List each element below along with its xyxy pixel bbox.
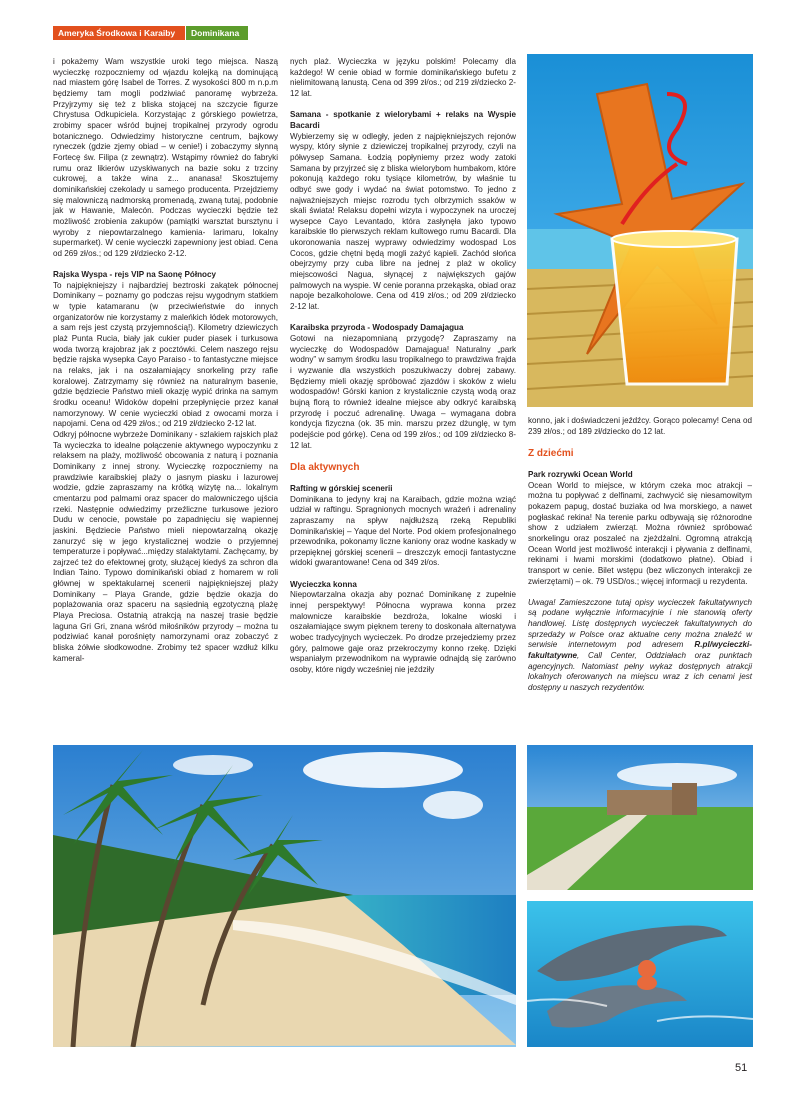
paragraph: konno, jak i doświadczeni jeźdźcy. Gorąco polecamy! Cena od 239 zł/os.; od 189 zł/dziecko do 12 lat. [528,416,752,436]
section-heading: Dla aktywnych [290,461,360,473]
page-number: 51 [735,1062,748,1074]
paragraph: Gotowi na niezapomnianą przygodę? Zapraszamy na wycieczkę do Wodospadów Damajagua! Naturalny „park wodny” w samym środku lasu tropikalnego to prawdziwa frajda i wyzwanie dla wszystkich poszukiwaczy dobrej zabawy. Będziemy mieli okazję spróbować zjazdów i skoków z wielu wodospadów! Górski kanion z krystalicznie czystą wodą oraz bujną florą to również idealne miejsce aby odkryć karaibską przyrodę i poczuć adrenalinę. Uwaga – wymagana dobra kondycja fizyczna (ok. 35 min. marszu przez dżunglę, w tym podejście pod górkę). Cena od 199 zł/os.; od 109 zł/dziecko 8-12 lat. [290,334,516,450]
excursion-heading: Park rozrywki Ocean World [528,469,633,479]
dolphins-photo [527,901,753,1047]
paragraph: nych plaż. Wycieczka w języku polskim! Polecamy dla każdego! W cenie obiad w formie dominikańskiego bufetu z nielimitowaną lanustą. Cena od 399 zł/os.; od 219 zł/dziecko 2-12 lat. [290,57,516,98]
paragraph: Wybierzemy się w odległy, jeden z najpiękniejszych rejonów wyspy, który słynie z dziewiczej tropikalnej przyrody, czyli na półwysep Samana. Łodzią popłyniemy przez wody zatoki Samana by przyjrzeć się z bliska wielorybom humbakom, które pokonują każdego roku tysiące kilometrów, by właśnie tu odbyć swe gody i wydać na świat potomstwo. To jedno z najważniejszych miejsc rozrodu tych olbrzymich ssaków w skali świata! Relaksu dopełni wizyta i wypoczynek na uroczej wysepce Cayo Levantado, która zasłynęła jako typowo karaibskie tło pierwszych reklam kultowego rumu Bacardi. Dla ukoronowania naszej wyprawy odwiedzimy wodospad Los Cocos, gdzie chętni będą mogli zażyć kąpieli. Zachód słońca obejrzymy przy cuba libre na jednej z plaż w okolicy miejscowości Nagua, słynącej z największych gajów palmowych na wyspie. W cenie poranna przekąska, obiad oraz napoje bezalkoholowe. Cena od 419 zł/os.; od 209 zł/dziecko 2-12 lat. [290,131,516,312]
starfish-cocktail-photo [527,54,753,407]
paragraph: Dominikana to jedyny kraj na Karaibach, gdzie można wziąć udział w raftingu. Spragnionych mocnych wrażeń i adrenaliny zapraszamy na spływ najdłuższą rzeką Republiki Dominikańskiej – Yaque del Norte. Pod okiem profesjonalnego przewodnika, pokonamy liczne kaniony oraz wodne kaskady w przepięknej górskiej scenerii – dreszczyk emocji fantastyczne widoki gwarantowane! Cena od 349 zł/os. [290,494,516,568]
country-tag: Dominikana [186,26,248,40]
paragraph: Niepowtarzalna okazja aby poznać Dominikanę z zupełnie innej perspektywy! Północna wyprawa konna przez malownicze karaibskie bezdroża, lokalne wioski i oszałamiające swym pięknem tereny to doskonała alternatywa wobec tradycyjnych wycieczek. Po drodze przejedziemy przez góry, palmowe gaje oraz przekroczymy konno rzekę. Dzięki wspaniałym przewodnikom na wyprawie odnajdą się zarówno osoby, które nigdy wcześniej nie jeździły [290,590,516,675]
excursion-heading: Samana - spotkanie z wielorybami + relaks na Wyspie Bacardi [290,110,516,130]
excursion-heading: Rajska Wyspa - rejs VIP na Saonę Północy [53,270,216,280]
region-tag: Ameryka Środkowa i Karaiby [53,26,185,40]
paragraph: Ocean World to miejsce, w którym czeka moc atrakcji – można tu popływać z delfinami, zachwycić się niesamowitym pokazem papug, dostać buziaka od lwa morskiego, a nawet pogłaskać rekina! Na terenie parku odbywają się różnorodne show z udziałem zwierząt. Można również spróbować snorkelingu oraz poszaleć na zjeżdżalni. Ogromną atrakcją Ocean World jest możliwość interakcji i pływania z delfinami, rekinami i lwami morskimi (dodatkowo płatne). Obiad i transport w cenie. Bilet wstępu (bez wliczonych interakcji ze zwierzętami) – ok. 79 USD/os.; więcej informacji u rezydenta. [528,480,752,586]
section-heading: Z dziećmi [528,447,574,459]
paragraph: Odkryj północne wybrzeże Dominikany - szlakiem rajskich plaż Ta wycieczka to idealne połączenie aktywnego wypoczynku z relaksem na plaży, możliwość obcowania z naturą i poznania Dominikany z innej strony. Wycieczkę rozpoczniemy na prawdziwie karaibskiej plaży o jasnym piasku i lazurowej wodzie, gdzie zapraszamy na krótką wizytę na... lokalnym cmentarzu pod palmami oraz spacer do malowniczego ujścia rzeki. Następnie odwiedzimy przeźliczne turkusowe jezioro Dudu w cenocie, powstałe po zapadnięciu się wapiennej jaskini. Będziecie Państwo mieli niepowtarzalną okazję zanurzyć się w jego krystalicznej wodzie o przyjemnej temperaturze i popływać...między stalaktytami. Zachęcamy, by zajrzeć też do efektownej groty, służącej kiedyś za schron dla Indian Taino. Typowo dominikański obiad z homarem w roli głównej w spektakularnej scenerii najpiękniejszej plaży Dominikany – Playa Grande, gdzie będzie okazja do poplażowania oraz spaceru na sąsiednią egzotyczną plażę Playa Preciosa. Ostatnią atrakcją na naszej trasie będzie laguna Gri Gri, znana wśród miłośników przyrody – można tu podziwiać kanał porośnięty namorzynami oraz zobaczyć z bliska żółwie słodkowodne. Zrobimy też spacer wzdłuż kilku kameral- [53,429,278,663]
excursion-heading: Wycieczka konna [290,579,357,589]
excursion-heading: Karaibska przyroda - Wodospady Damajagua [290,323,464,333]
paragraph: To najpiękniejszy i najbardziej beztroski zakątek północnej Dominikany – poznamy go podczas rejsu wygodnym statkiem w typie katamaranu (w przeciwieństwie do innych organizatorów nie korzystamy z maleńkich łódek motorowych, a sam rejs jest czystą przyjemnością!). Kilometry dziewiczych plaż Punta Rucia, biały jak cukier puder piasek i turkusowa woda tworzą krajobraz jak z pocztówki. Celem naszego rejsu będzie rajska wysepka Cayo Paraiso - to fantastyczne miejsce na relaks, jak i na oszałamiający snorkeling przy rafie koralowej. Zatrzymamy się również na naturalnym basenie, gdzie będziecie Państwo mieli okazję wypić drinka na samym środku oceanu! Widoków dopełni przepłynięcie przez kanał namorzynowy. W cenie wycieczki obiad z owocami morza i napojami. Cena od 429 zł/os.; od 219 zł/dziecko 2-12 lat. [53,280,278,429]
palm-beach-photo [53,745,516,1047]
column-2 [290,57,516,686]
column-1 [53,57,278,675]
paragraph: i pokażemy Wam wszystkie uroki tego miejsca. Naszą wycieczkę rozpoczniemy od wjazdu kolejką na dominującą nad miastem górę Isabel de Torres. Z wysokości 800 m n.p.m będziemy tam mogli podziwiać panoramę wybrzeża. Przyjrzymy się też z bliska stojącej na szczycie figurze Chrystusa Odkupiciela. Korzystając z górskiego powietrza, zrobimy spacer wśród bujnej tropikalnej przyrody ogrodu botanicznego. Odwiedzimy historyczne centrum, bajkowy ryneczek (gdzie zjemy obiad – w cenie!) i zobaczymy słynną Fortecę św. Filipa (z zewnątrz). Wstąpimy również do fabryki rumu oraz likierów uzyskiwanych na bazie soku z trzciny cukrowej, a także wina z... ananasa! Skosztujemy dominikańskiej czekolady u samego producenta. Przejdziemy się malowniczą nadmorską promenadą, zwaną tutaj, podobnie jak w Hawanie, Malecón. Podczas wycieczki będzie też możliwość zrobienia zakupów (pamiątki warsztat bursztynu i wyroby z niepowtarzalnego kamienia- larimaru, lokalny supermarket). W cenie wycieczki zapewniony jest obiad. Cena od 269 zł/os.; od 129 zł/dziecko 2-12. [53,57,278,258]
disclaimer-note: Uwaga! Zamieszczone tutaj opisy wycieczek fakultatywnych są podane wyłącznie informacyjnie i nie stanowią oferty handlowej. Listę dostępnych wycieczek fakultatywnych do sprzedaży w Polsce oraz aktualne ceny można znaleźć w serwisie internetowym pod adresem R.pl/wycieczki-fakultatywne, Call Center, Oddziałach oraz punktach agencyjnych. Natomiast pełny wykaz dostępnych atrakcji lokalnych oferowanych na miejscu wraz z ich cenami jest dostępny u naszych rezydentów. [528,597,752,693]
excursions-link[interactable]: R.pl/wycieczki-fakultatywne [528,640,752,661]
fortress-photo [527,745,753,890]
column-3 [528,416,752,704]
excursion-heading: Rafting w górskiej scenerii [290,483,393,493]
